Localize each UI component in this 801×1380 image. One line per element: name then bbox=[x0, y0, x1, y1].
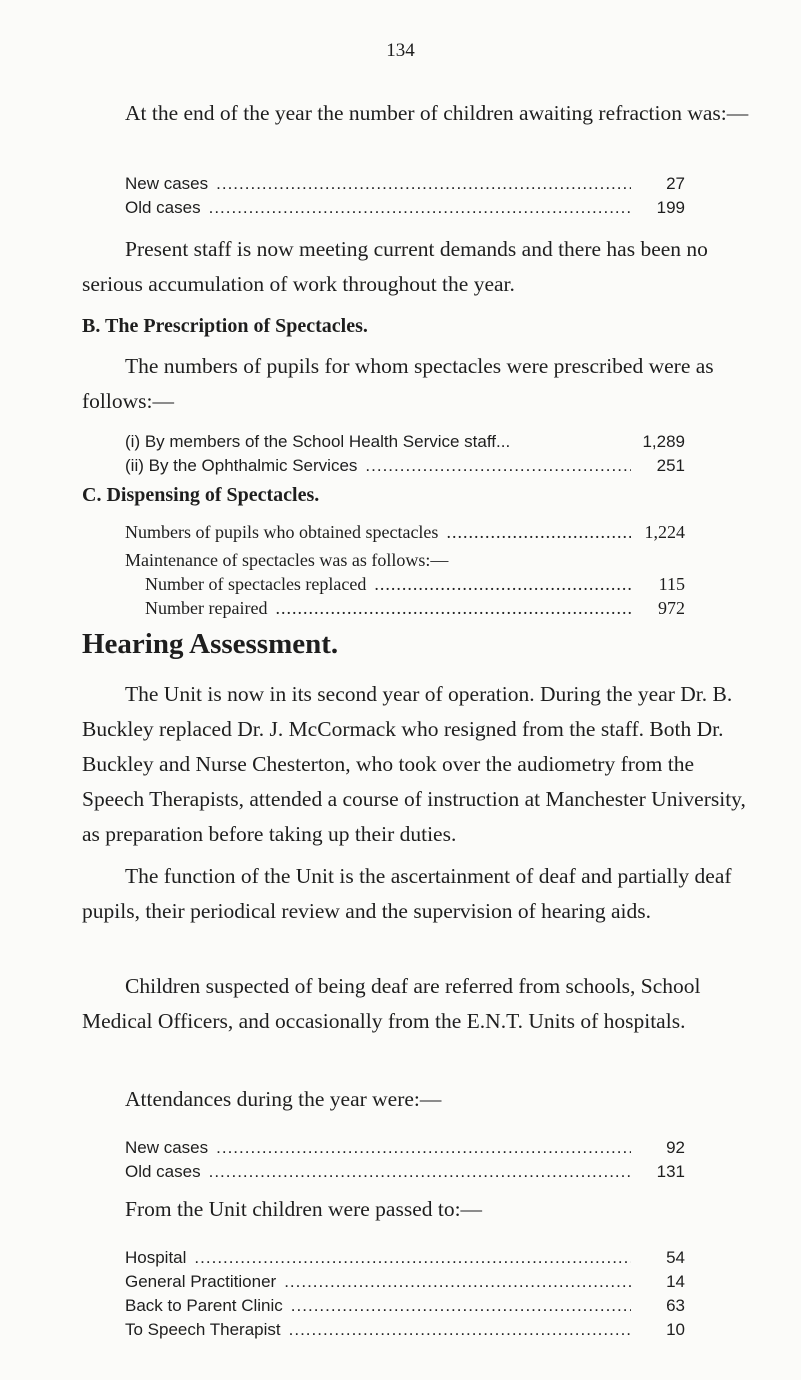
item-label: Old cases bbox=[125, 198, 201, 217]
refraction-paragraph: At the end of the year the number of children awaiting refraction was:— bbox=[125, 101, 749, 125]
list-item bbox=[125, 1272, 685, 1296]
item-value: 972 bbox=[658, 598, 685, 618]
hearing-heading: Hearing Assessment. bbox=[82, 628, 339, 660]
item-value: 1,289 bbox=[642, 432, 685, 451]
list-item bbox=[125, 198, 685, 222]
list-item bbox=[125, 1296, 685, 1320]
item-label: Number of spectacles replaced bbox=[145, 574, 367, 594]
refraction-list bbox=[125, 174, 685, 222]
list-item bbox=[125, 456, 685, 480]
list-item bbox=[125, 174, 685, 198]
item-label: New cases bbox=[125, 1138, 209, 1157]
item-label: Numbers of pupils who obtained spectacles bbox=[125, 522, 439, 542]
hearing-paragraph-3: Children suspected of being deaf are referred from schools, School Medical Officers, and occasionally from the E.N.T. Units of hospitals. bbox=[82, 974, 701, 1033]
item-label: Hospital bbox=[125, 1248, 187, 1267]
list-item bbox=[125, 598, 685, 622]
item-value: 10 bbox=[666, 1320, 685, 1339]
item-label: To Speech Therapist bbox=[125, 1320, 281, 1339]
item-value: 92 bbox=[666, 1138, 685, 1157]
attendances-list bbox=[125, 1138, 685, 1186]
attendances-label: Attendances during the year were:— bbox=[125, 1087, 442, 1111]
list-item bbox=[125, 522, 685, 546]
item-value: 115 bbox=[658, 574, 685, 594]
list-item bbox=[125, 432, 685, 456]
list-item bbox=[125, 1248, 685, 1272]
item-label: General Practitioner bbox=[125, 1272, 277, 1291]
passed-label: From the Unit children were passed to:— bbox=[125, 1197, 483, 1221]
section-c-heading: C. Dispensing of Spectacles. bbox=[82, 484, 320, 506]
item-value: 1,224 bbox=[644, 522, 685, 542]
passed-list bbox=[125, 1248, 685, 1344]
item-value: 27 bbox=[666, 174, 685, 193]
item-value: 251 bbox=[656, 456, 685, 475]
hearing-paragraph-2: The function of the Unit is the ascertainment of deaf and partially deaf pupils, their periodical review and the supervision of hearing aids. bbox=[82, 864, 732, 923]
list-item bbox=[125, 1320, 685, 1344]
prescription-list bbox=[125, 432, 685, 480]
list-item bbox=[125, 574, 685, 598]
item-label: Old cases bbox=[125, 1162, 201, 1181]
list-item bbox=[125, 1162, 685, 1186]
item-label: Number repaired bbox=[145, 598, 268, 618]
section-b-paragraph: The numbers of pupils for whom spectacles were prescribed were as follows:— bbox=[82, 354, 714, 413]
item-value: 131 bbox=[656, 1162, 685, 1181]
item-label: (i) By members of the School Health Service staff... bbox=[125, 432, 511, 451]
item-value: 14 bbox=[666, 1272, 685, 1291]
item-label: New cases bbox=[125, 174, 209, 193]
dispensing-list bbox=[125, 522, 685, 622]
section-b-heading: B. The Prescription of Spectacles. bbox=[82, 315, 368, 337]
item-value: 63 bbox=[666, 1296, 685, 1315]
page-number: 134 bbox=[386, 40, 415, 61]
staff-paragraph: Present staff is now meeting current demands and there has been no serious accumulation of work throughout the year. bbox=[82, 237, 708, 296]
item-value: 199 bbox=[656, 198, 685, 217]
item-label: (ii) By the Ophthalmic Services bbox=[125, 456, 358, 475]
hearing-paragraph-1: The Unit is now in its second year of operation. During the year Dr. B. Buckley replaced Dr. J. McCormack who resigned from the staff. Both Dr. Buckley and Nurse Chesterton, who took over the audiometry from the Speech Therapists, attended a course of instruction at Manchester University, as preparation before taking up their duties. bbox=[82, 682, 746, 846]
list-item bbox=[125, 1138, 685, 1162]
item-label: Back to Parent Clinic bbox=[125, 1296, 283, 1315]
item-value: 54 bbox=[666, 1248, 685, 1267]
maintenance-label: Maintenance of spectacles was as follows:— bbox=[125, 550, 449, 570]
